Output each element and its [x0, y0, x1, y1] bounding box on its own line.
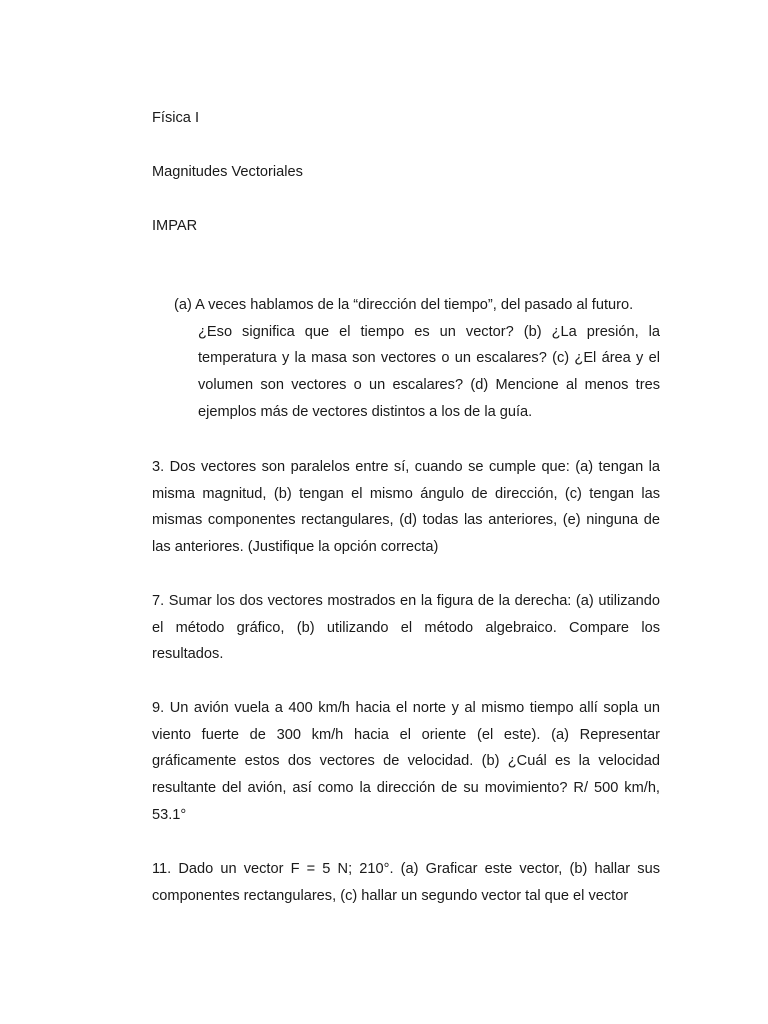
course-title: Física I — [152, 110, 200, 126]
problem-1 — [174, 292, 660, 426]
set-label: IMPAR — [152, 218, 198, 234]
problem-7: 7. Sumar los dos vectores mostrados en la figura de la derecha: (a) utilizando el método gráfico, (b) utilizando el método algebraico. Compare los resultados. — [152, 593, 660, 663]
problem-11: 11. Dado un vector F = 5 N; 210°. (a) Graficar este vector, (b) hallar sus componentes rectangulares, (c) hallar un segundo vector tal que el vector — [152, 861, 660, 904]
problem-3: 3. Dos vectores son paralelos entre sí, cuando se cumple que: (a) tengan la misma magnitud, (b) tengan el mismo ángulo de dirección, (c) tengan las mismas componentes rectangulares, (d) todas las anteriores, (e) ninguna de las anteriores. (Justifique la opción correcta) — [152, 459, 660, 556]
topic-title: Magnitudes Vectoriales — [152, 164, 303, 180]
problem-1-text: ¿Eso significa que el tiempo es un vector? (b) ¿La presión, la temperatura y la masa son vectores o un escalares? (c) ¿El área y el volumen son vectores o un escalares? (d) Mencione al menos tres ejemplos más de vectores distintos a los de la guía. — [198, 323, 660, 420]
problem-9: 9. Un avión vuela a 400 km/h hacia el norte y al mismo tiempo allí sopla un viento fuerte de 300 km/h hacia el oriente (el este). (a) Representar gráficamente estos dos vectores de velocidad. (b) ¿Cuál es la velocidad resultante del avión, así como la dirección de su movimiento? R/ 500 km/h, 53.1° — [152, 700, 660, 823]
problem-1-first-line: (a) A veces hablamos de la “dirección del tiempo”, del pasado al futuro. — [174, 297, 634, 313]
